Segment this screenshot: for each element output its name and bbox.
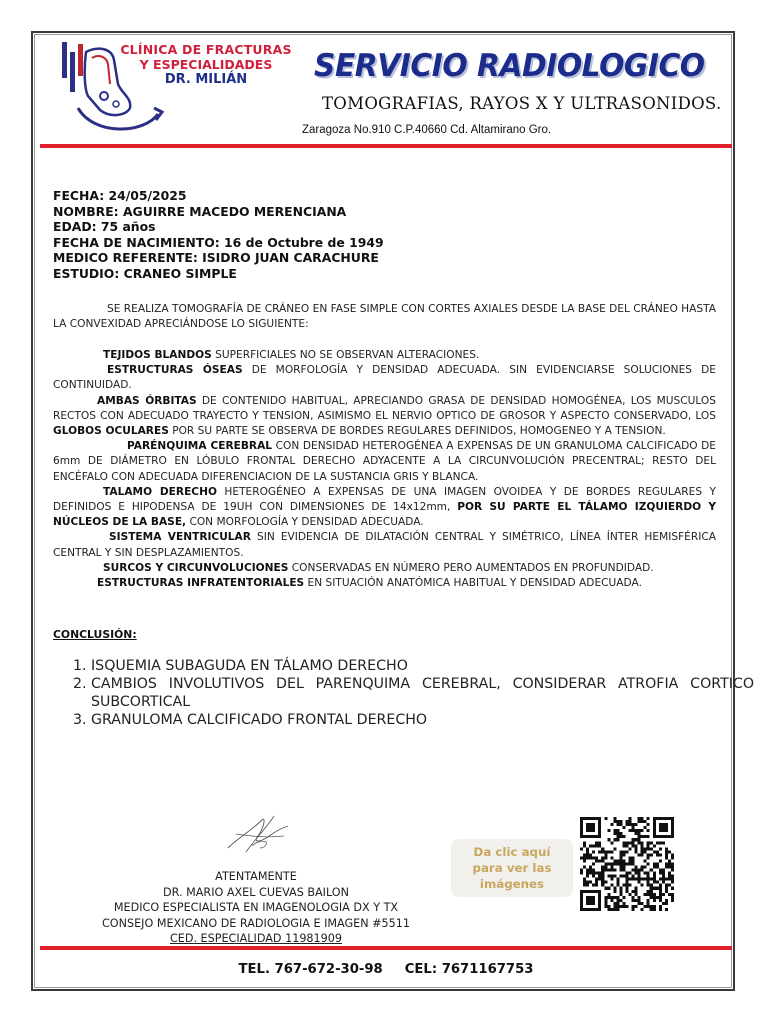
finding-ventricles xyxy=(53,530,716,560)
view-images-button[interactable] xyxy=(451,839,573,897)
conclusion-item: 2. CAMBIOS INVOLUTIVOS DEL PARENQUIMA CEREBRAL, CONSIDERAR ATROFIA CORTICO SUBCORTICAL xyxy=(91,675,754,711)
finding-label: GLOBOS OCULARES xyxy=(53,425,169,438)
finding-label: POR SU PARTE EL TÁLAMO IZQUIERDO Y NÚCLEOS DE LA BASE, xyxy=(53,501,717,529)
finding-label: AMBAS ÓRBITAS xyxy=(97,394,197,407)
conclusion-heading: CONCLUSIÓN: xyxy=(53,628,137,641)
referring-doctor: MEDICO REFERENTE: ISIDRO JUAN CARACHURE xyxy=(53,250,379,266)
finding-label: SURCOS Y CIRCUNVOLUCIONES xyxy=(103,561,289,574)
footer-contact xyxy=(40,962,732,977)
finding-right-thalamus xyxy=(53,485,716,531)
report-findings xyxy=(53,348,716,591)
report-intro xyxy=(53,302,716,332)
patient-age: EDAD: 75 años xyxy=(53,219,156,235)
finding-text: CON DENSIDAD HETEROGÉNEA A EXPENSAS DE UN GRANULOMA CALCIFICADO DE 6mm DE DIÁMETRO EN LÓBULO FRONTAL DERECHO ADYACENTE A LA CIRCUNVOLUCIÓN PRECENTRAL; RESTO DEL ENCÉFALO CON ADECUADA DIFERENCIACION DE LA SUSTANCIA GRIS Y BLANCA. xyxy=(53,440,716,483)
doctor-name: DR. MARIO AXEL CUEVAS BAILON xyxy=(163,885,349,899)
finding-label: TEJIDOS BLANDOS xyxy=(103,349,212,361)
logo-text xyxy=(118,42,294,87)
conclusion-list xyxy=(53,657,754,729)
finding-sulci xyxy=(53,561,716,576)
finding-text: SUPERFICIALES NO SE OBSERVAN ALTERACIONES. xyxy=(211,349,480,361)
button-line-2: para ver las xyxy=(472,861,552,875)
finding-label: PARÉNQUIMA CEREBRAL xyxy=(127,440,273,453)
logo-line-2: Y ESPECIALIDADES xyxy=(139,57,273,72)
intro-paragraph: SE REALIZA TOMOGRAFÍA DE CRÁNEO EN FASE SIMPLE CON CORTES AXIALES DESDE LA BASE DEL CRÁNEO HASTA LA CONVEXIDAD APRECIÁNDOSE LO SIGUIENTE: xyxy=(53,303,716,331)
finding-parenchyma xyxy=(53,439,716,485)
doctor-council: CONSEJO MEXICANO DE RADIOLOGIA E IMAGEN #5511 xyxy=(102,916,410,930)
finding-text: DE MORFOLOGÍA Y DENSIDAD ADECUADA. SIN EVIDENCIARSE SOLUCIONES DE CONTINUIDAD. xyxy=(53,364,716,392)
finding-soft-tissue xyxy=(53,348,716,363)
doctor-license: CED. ESPECIALIDAD 11981909 xyxy=(169,932,343,946)
signature-scribble xyxy=(222,808,294,858)
cell-number: CEL: 7671167753 xyxy=(404,962,534,977)
finding-bones xyxy=(53,363,716,393)
finding-text: CONSERVADAS EN NÚMERO PERO AUMENTADOS EN PROFUNDIDAD. xyxy=(288,561,654,574)
study-type: ESTUDIO: CRANEO SIMPLE xyxy=(53,265,237,281)
qr-code[interactable] xyxy=(580,816,674,912)
birth-date: FECHA DE NACIMIENTO: 16 de Octubre de 1949 xyxy=(53,234,384,250)
footer-divider xyxy=(40,946,732,950)
conclusion-item: 1. ISQUEMIA SUBAGUDA EN TÁLAMO DERECHO xyxy=(91,657,754,675)
doctor-specialty: MEDICO ESPECIALISTA EN IMAGENOLOGIA DX Y TX xyxy=(113,901,399,915)
sign-off: ATENTAMENTE xyxy=(215,870,297,883)
clinic-address: Zaragoza No.910 C.P.40660 Cd. Altamirano Gro. xyxy=(302,124,552,136)
patient-name: NOMBRE: AGUIRRE MACEDO MERENCIANA xyxy=(53,203,347,219)
patient-info xyxy=(53,188,384,282)
service-subtitle: TOMOGRAFIAS, RAYOS X Y ULTRASONIDOS. xyxy=(322,94,722,113)
finding-text: SIN EVIDENCIA DE DILATACIÓN CENTRAL Y SIMÉTRICO, LÍNEA ÍNTER HEMISFÉRICA CENTRAL Y SIN DESPLAZAMIENTOS. xyxy=(53,531,716,559)
logo-line-3: DR. MILIÁN xyxy=(164,72,248,87)
signature-block xyxy=(68,869,444,947)
phone-number: TEL. 767-672-30-98 xyxy=(238,962,383,977)
finding-infratentorial xyxy=(53,576,716,591)
finding-orbits xyxy=(53,394,716,440)
finding-text: DE CONTENIDO HABITUAL, APRECIANDO GRASA DE DENSIDAD HOMOGÉNEA, LOS MUSCULOS RECTOS CON ADECUADO TRAYECTO Y TENSION, ASIMISMO EL NERVIO OPTICO DE GROSOR Y ASPECTO CONSERVADO, LOS xyxy=(53,394,716,422)
exam-date: FECHA: 24/05/2025 xyxy=(53,188,187,203)
conclusion-item: 3. GRANULOMA CALCIFICADO FRONTAL DERECHO xyxy=(91,711,754,729)
logo-line-1: CLÍNICA DE FRACTURAS xyxy=(120,42,292,57)
finding-label: SISTEMA VENTRICULAR xyxy=(109,531,251,544)
service-title: SERVICIO RADIOLOGICO xyxy=(314,48,705,84)
finding-label: TALAMO DERECHO xyxy=(103,485,217,498)
finding-text: HETEROGÉNEO A EXPENSAS DE UNA IMAGEN OVOIDEA Y DE BORDES REGULARES Y DEFINIDOS E HIPODENSA DE 19UH CON DIMENSIONES DE 14x12mm, xyxy=(53,485,716,514)
finding-text: CON MORFOLOGÍA Y DENSIDAD ADECUADA. xyxy=(186,516,424,529)
button-line-3: imágenes xyxy=(479,877,545,891)
finding-label: ESTRUCTURAS INFRATENTORIALES xyxy=(97,577,305,590)
button-line-1: Da clic aquí xyxy=(473,845,551,859)
finding-label: ESTRUCTURAS ÓSEAS xyxy=(107,364,243,377)
finding-text: POR SU PARTE SE OBSERVA DE BORDES REGULARES DEFINIDOS, HOMOGENEO Y A TENSION. xyxy=(168,425,666,438)
header-divider xyxy=(40,144,732,148)
finding-text: EN SITUACIÓN ANATÓMICA HABITUAL Y DENSIDAD ADECUADA. xyxy=(304,577,642,590)
